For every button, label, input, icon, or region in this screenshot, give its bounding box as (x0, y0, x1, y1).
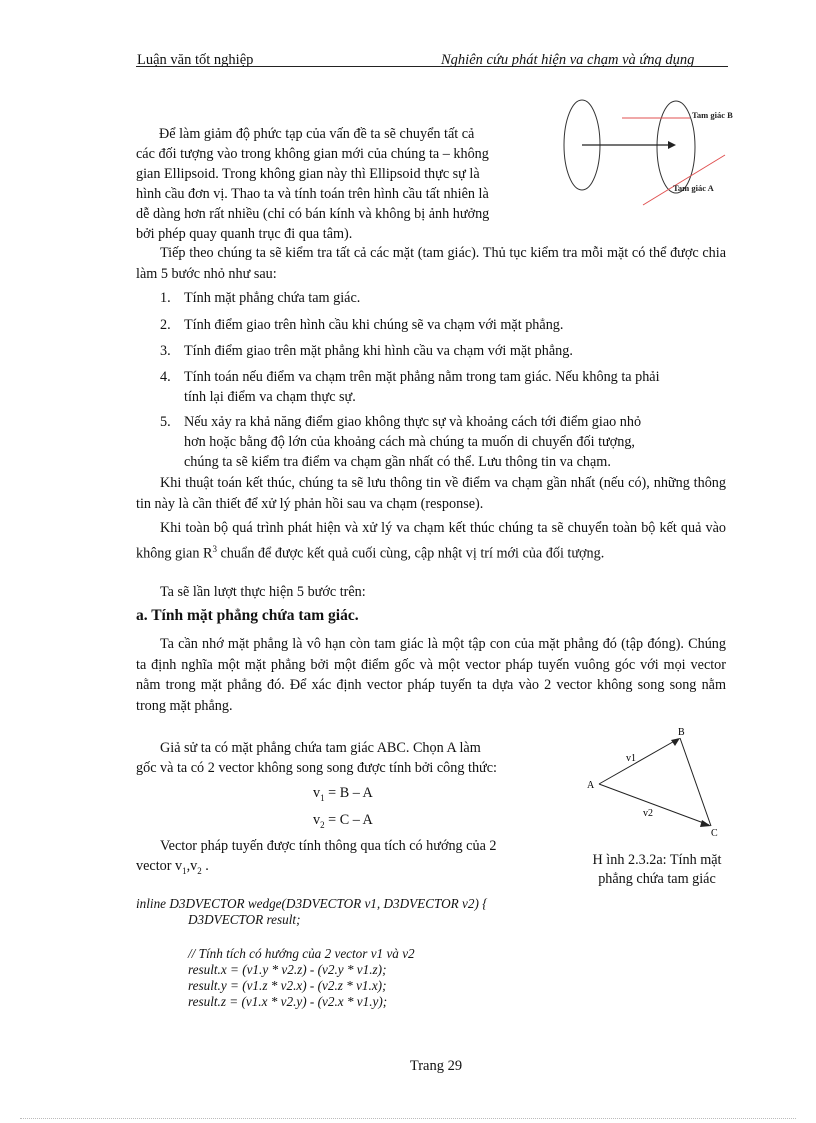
eq-rhs: = B – A (324, 785, 373, 801)
ellipsoid-figure (555, 95, 745, 210)
step-number: 5. (160, 414, 171, 430)
paragraph-next-steps: Tiếp theo chúng ta sẽ kiểm tra tất cả các mặt (tam giác). Thủ tục kiểm tra mỗi mặt có thể được chia làm 5 bước nhỏ như sau: (136, 245, 726, 282)
code-line: result.x = (v1.y * v2.z) - (v2.y * v1.z); (188, 962, 387, 977)
sub: 2 (197, 865, 202, 876)
caption-line: H ình 2.3.2a: Tính mặt (592, 852, 722, 868)
equation-v1 (313, 785, 373, 803)
header-right: Nghiên cứu phát hiện va chạm và ứng dụng (441, 52, 695, 68)
header-left: Luận văn tốt nghiệp (137, 52, 254, 68)
page-number: Trang 29 (409, 1058, 463, 1074)
step-text: Nếu xảy ra khả năng điểm giao không thực sự và khoảng cách tới điểm giao nhỏ (184, 414, 642, 430)
label-triangle-b: Tam giác B (692, 110, 733, 120)
label-b: B (678, 727, 685, 738)
triangle-a-line (643, 155, 725, 205)
step-text: chúng ta sẽ kiểm tra điểm va chạm gần nhất có thể. Lưu thông tin va chạm. (184, 454, 611, 470)
intro-line: dễ dàng hơn rất nhiều (chỉ có bán kính và không bị ảnh hưởng (136, 206, 490, 222)
sphere-end (657, 101, 695, 193)
label-v2: v2 (643, 808, 653, 819)
label-triangle-a: Tam giác A (673, 183, 714, 193)
normal-line: Vector pháp tuyến được tính thông qua tích có hướng của 2 (160, 838, 497, 854)
text: . (201, 858, 209, 874)
text: vector v (136, 858, 183, 874)
sub: 1 (182, 865, 187, 876)
step-text: tính lại điểm va chạm thực sự. (184, 389, 356, 405)
eq-var: v (313, 812, 321, 828)
label-v1: v1 (626, 753, 636, 764)
step-text: Tính điểm giao trên hình cầu khi chúng sẽ va chạm với mặt phẳng. (184, 317, 564, 333)
normal-line (136, 856, 209, 881)
eq-var: v (313, 785, 321, 801)
figure-caption (578, 851, 736, 889)
superscript: 3 (212, 543, 217, 554)
paragraph-algorithm-end: Khi thuật toán kết thúc, chúng ta sẽ lưu thông tin về điểm va chạm gần nhất (nếu có), những thông tin này là cần thiết để xử lý phản hồi sau va chạm (response). (136, 475, 726, 512)
intro-line: Để làm giảm độ phức tạp của vấn đề ta sẽ chuyển tất cả (159, 126, 475, 142)
step-number: 1. (160, 290, 171, 306)
eq-rhs: = C – A (324, 812, 373, 828)
step-text: hơn hoặc bằng độ lớn của khoảng cách mà chúng ta muốn di chuyển đối tượng, (184, 434, 635, 450)
abc-line: gốc và ta có 2 vector không song song được tính bởi công thức: (136, 760, 497, 776)
vector-v1-head (671, 738, 680, 746)
step-text: Tính toán nếu điểm va chạm trên mặt phẳng nằm trong tam giác. Nếu không ta phải (184, 369, 660, 385)
label-c: C (711, 828, 718, 839)
text: ,v (186, 858, 198, 874)
code-line: result.z = (v1.x * v2.y) - (v2.x * v1.y); (188, 994, 388, 1009)
arrow-head (668, 141, 676, 149)
step-text: Tính mặt phẳng chứa tam giác. (184, 290, 361, 306)
step-text: Tính điểm giao trên mặt phẳng khi hình cầu va chạm với mặt phẳng. (184, 343, 573, 359)
label-a: A (587, 780, 595, 791)
caption-line: phẳng chứa tam giác (598, 871, 716, 887)
edge-bc (680, 738, 711, 826)
abc-line: Giả sử ta có mặt phẳng chứa tam giác ABC. Chọn A làm (160, 740, 481, 756)
step-number: 3. (160, 343, 171, 359)
paragraph-transform-back (136, 518, 726, 564)
paragraph-text: Khi toàn bộ quá trình phát hiện và xử lý va chạm kết thúc chúng ta sẽ chuyển toàn bộ kết quả vào không gian R (136, 520, 726, 562)
code-line: inline D3DVECTOR wedge(D3DVECTOR v1, D3DVECTOR v2) { (136, 896, 488, 911)
intro-line: hình cầu đơn vị. Thao ta và tính toán trên hình cầu tất nhiên là (136, 186, 489, 202)
intro-line: gian Ellipsoid. Trong không gian này thì Ellipsoid thực sự là (136, 166, 480, 182)
page-bottom-rule (20, 1118, 796, 1119)
vector-v2-line (599, 784, 709, 825)
intro-line: bởi phép quay quanh trục đi qua tâm). (136, 226, 353, 242)
paragraph-steps-intro: Ta sẽ lần lượt thực hiện 5 bước trên: (160, 584, 366, 600)
section-heading: a. Tính mặt phẳng chứa tam giác. (136, 607, 359, 624)
step-number: 2. (160, 317, 171, 333)
code-line: // Tính tích có hướng của 2 vector v1 và v2 (188, 946, 415, 961)
header-rule (136, 66, 728, 67)
paragraph-text: chuẩn để được kết quả cuối cùng, cập nhật vị trí mới của đối tượng. (216, 545, 605, 562)
vector-v1-line (599, 739, 678, 784)
eq-sub: 2 (320, 819, 325, 830)
eq-sub: 1 (320, 792, 325, 803)
code-line: D3DVECTOR result; (188, 912, 301, 927)
intro-line: các đối tượng vào trong không gian mới của chúng ta – không (136, 146, 489, 162)
code-line: result.y = (v1.z * v2.x) - (v2.z * v1.x); (188, 978, 387, 993)
step-number: 4. (160, 369, 171, 385)
triangle-figure (582, 722, 732, 840)
equation-v2 (313, 812, 373, 830)
paragraph-plane-definition: Ta cần nhớ mặt phẳng là vô hạn còn tam giác là một tập con của mặt phẳng đó (tập đóng). Chúng ta định nghĩa một mặt phẳng bởi một điểm gốc và một vector pháp tuyến vuông góc với mọi vector nằm trong mặt phẳng đó. Để xác định vector pháp tuyến ta dựa vào 2 vector không song song nằm trong mặt phẳng. (136, 636, 726, 714)
